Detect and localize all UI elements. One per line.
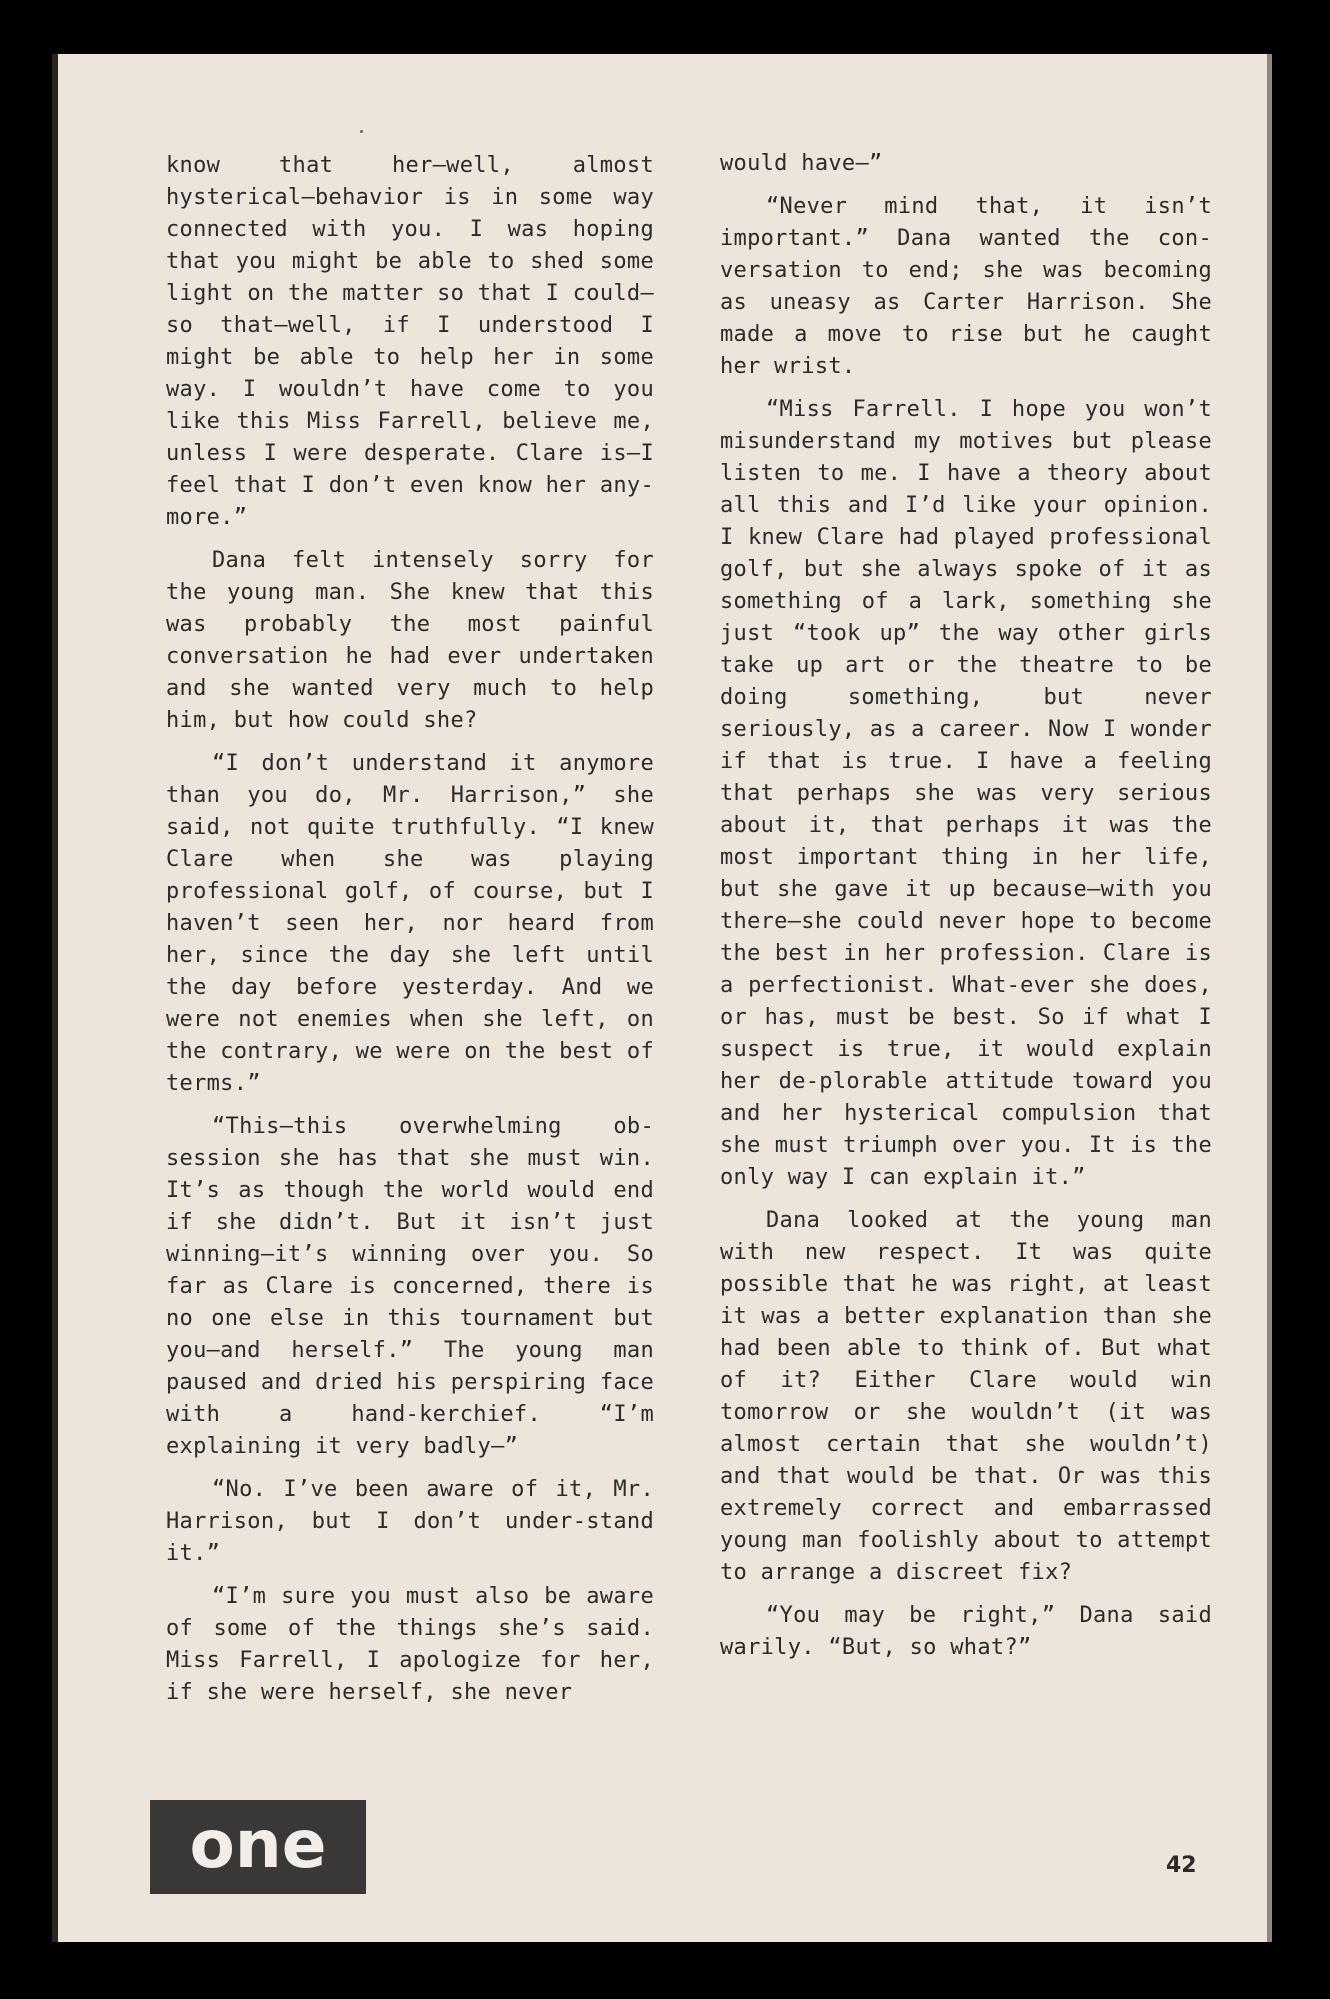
logo-text: one [189,1812,327,1882]
paragraph: “Never mind that, it isn’t important.” Dana wanted the con-versation to end; she was becoming as uneasy as Carter Harrison. She made a move to rise but he caught her wrist. [720,194,1212,379]
paragraph: would have—” [720,151,883,176]
logo-wordmark [163,1812,353,1882]
right-text-column [720,148,1212,1675]
magazine-logo [150,1800,366,1894]
paragraph: “This—this overwhelming ob-session she has that she must win. It’s as though the world would end if she didn’t. But it isn’t just winning—it’s winning over you. So far as Clare is concerned, there is no one else in this tournament but you—and herself.” The young man paused and dried his perspiring face with a hand-kerchief. “I’m explaining it very badly—” [166,1114,654,1459]
paragraph: Dana looked at the young man with new respect. It was quite possible that he was right, at least it was a better explanation than she had been able to think of. But what of it? Either Clare would win tomorrow or she wouldn’t (it was almost certain that she wouldn’t) and that would be that. Or was this extremely correct and embarrassed young man foolishly about to attempt to arrange a discreet fix? [720,1208,1212,1585]
paragraph: “Miss Farrell. I hope you won’t misunderstand my motives but please listen to me. I have a theory about all this and I’d like your opinion. I knew Clare had played professional golf, but she always spoke of it as something of a lark, something she just “took up” the way other girls take up art or the theatre to be doing something, but never seriously, as a career. Now I wonder if that is true. I have a feeling that perhaps she was very serious about it, that perhaps it was the most important thing in her life, but she gave it up because—with you there—she could never hope to become the best in her profession. Clare is a perfectionist. What-ever she does, or has, must be best. So if what I suspect is true, it would explain her de-plorable attitude toward you and her hysterical compulsion that she must triumph over you. It is the only way I can explain it.” [720,397,1212,1190]
paragraph: “No. I’ve been aware of it, Mr. Harrison, but I don’t under-stand it.” [166,1477,654,1566]
paper-speck [360,130,363,133]
paragraph: “I’m sure you must also be aware of some of the things she’s said. Miss Farrell, I apologize for her, if she were herself, she never [166,1584,654,1705]
page-number: 42 [1166,1853,1197,1878]
paragraph: Dana felt intensely sorry for the young man. She knew that this was probably the most painful conversation he had ever undertaken and she wanted very much to help him, but how could she? [166,548,654,733]
paragraph: “I don’t understand it anymore than you do, Mr. Harrison,” she said, not quite truthfully. “I knew Clare when she was playing professional golf, of course, but I haven’t seen her, nor heard from her, since the day she left until the day before yesterday. And we were not enemies when she left, on the contrary, we were on the best of terms.” [166,751,654,1096]
paragraph: know that her—well, almost hysterical—behavior is in some way connected with you. I was hoping that you might be able to shed some light on the matter so that I could—so that—well, if I understood I might be able to help her in some way. I wouldn’t have come to you like this Miss Farrell, believe me, unless I were desperate. Clare is—I feel that I don’t even know her any-more.” [166,153,654,530]
magazine-page [52,54,1272,1942]
paragraph: “You may be right,” Dana said warily. “But, so what?” [720,1603,1212,1660]
left-text-column [166,150,654,1720]
